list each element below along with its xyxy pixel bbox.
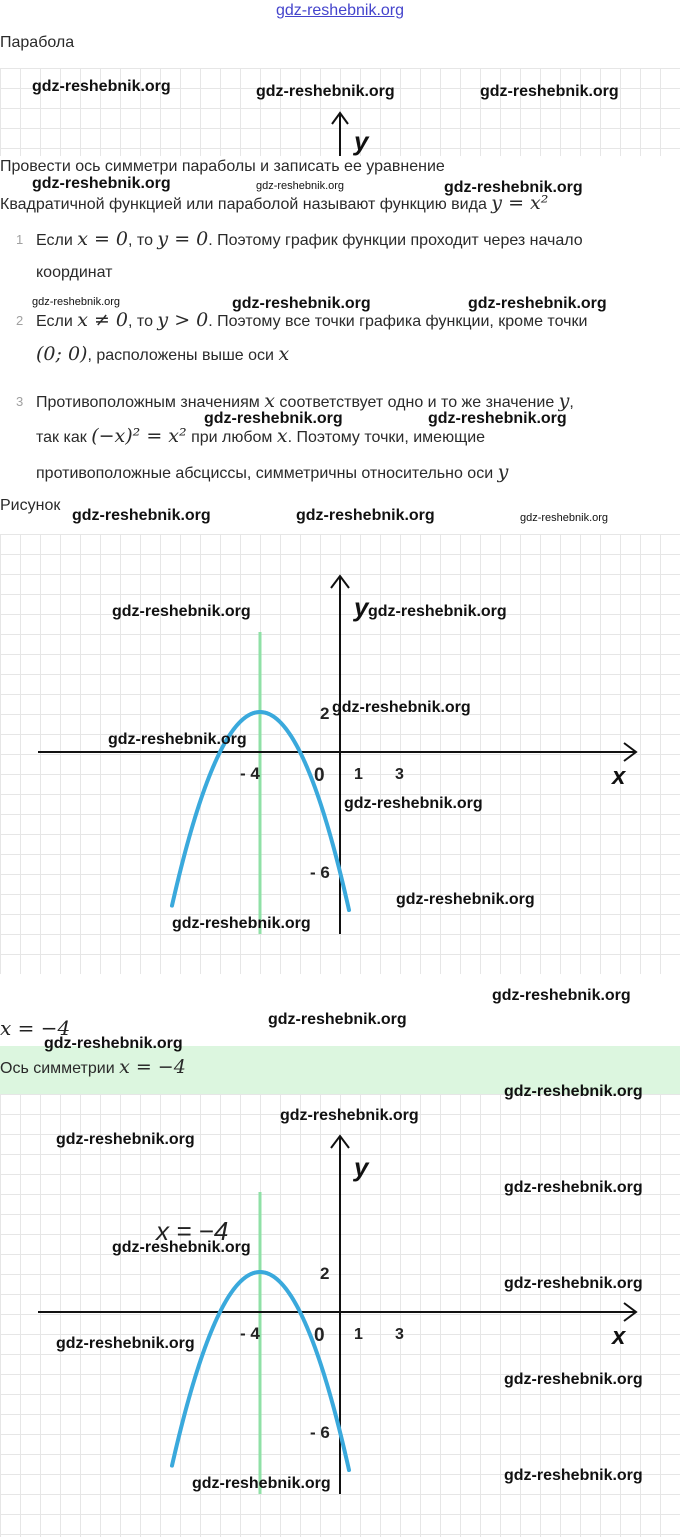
watermark: gdz-reshebnik.org xyxy=(112,1239,251,1256)
watermark: gdz-reshebnik.org xyxy=(232,295,371,312)
list-item-2-line2: (0; 0), расположены выше оси x xyxy=(36,343,290,365)
list-item-1-line2: координат xyxy=(36,264,113,281)
task-text: Провести ось симметри параболы и записать ее уравнение xyxy=(0,158,445,175)
watermark: gdz-reshebnik.org xyxy=(504,1275,643,1292)
watermark: gdz-reshebnik.org xyxy=(444,179,583,196)
top-site-link[interactable]: gdz-reshebnik.org xyxy=(275,2,405,19)
watermark: gdz-reshebnik.org xyxy=(504,1371,643,1388)
tick-label-minus-4: - 4 xyxy=(240,764,260,783)
tick-label-1: 1 xyxy=(354,766,363,783)
list-item-3-line3: противоположные абсциссы, симметричны относительно оси y xyxy=(36,461,509,483)
watermark: gdz-reshebnik.org xyxy=(520,512,609,524)
page-title: Парабола xyxy=(0,34,75,51)
watermark: gdz-reshebnik.org xyxy=(32,296,121,308)
figure-label: Рисунок xyxy=(0,497,61,514)
watermark: gdz-reshebnik.org xyxy=(504,1083,643,1100)
list-item-3-line1: Противоположным значениям x соответствует одно и то же значение y, xyxy=(36,390,574,412)
list-number-3: 3 xyxy=(16,394,24,409)
tick-label-minus-6: - 6 xyxy=(310,863,330,882)
tick-label-3: 3 xyxy=(395,766,404,783)
watermark: gdz-reshebnik.org xyxy=(192,1475,331,1492)
tick-label-minus-6: - 6 xyxy=(310,1423,330,1442)
tick-label-2: 2 xyxy=(320,1264,330,1283)
watermark: gdz-reshebnik.org xyxy=(112,603,251,620)
tick-label-origin: 0 xyxy=(314,765,325,786)
tick-label-2: 2 xyxy=(320,704,330,723)
watermark: gdz-reshebnik.org xyxy=(368,603,507,620)
top-y-axis-label: y xyxy=(354,126,369,156)
watermark: gdz-reshebnik.org xyxy=(172,915,311,932)
watermark: gdz-reshebnik.org xyxy=(108,731,247,748)
watermark: gdz-reshebnik.org xyxy=(280,1107,419,1124)
tick-label-origin: 0 xyxy=(314,1325,325,1346)
list-number-2: 2 xyxy=(16,313,24,328)
tick-label-3: 3 xyxy=(395,1326,404,1343)
watermark: gdz-reshebnik.org xyxy=(480,83,619,100)
definition-formula: y = x² xyxy=(491,192,549,214)
watermark: gdz-reshebnik.org xyxy=(468,295,607,312)
watermark: gdz-reshebnik.org xyxy=(44,1035,183,1052)
watermark: gdz-reshebnik.org xyxy=(256,83,395,100)
watermark: gdz-reshebnik.org xyxy=(332,699,471,716)
list-item-2-line1: Если x ≠ 0, то y > 0. Поэтому все точки графика функции, кроме точки xyxy=(36,309,588,331)
x-axis-label: x xyxy=(612,1323,626,1350)
tick-label-minus-4: - 4 xyxy=(240,1324,260,1343)
watermark: gdz-reshebnik.org xyxy=(256,180,345,192)
definition-text: Квадратичной функцией или параболой называют функцию вида xyxy=(0,196,487,213)
watermark: gdz-reshebnik.org xyxy=(504,1467,643,1484)
watermark: gdz-reshebnik.org xyxy=(504,1179,643,1196)
watermark: gdz-reshebnik.org xyxy=(428,410,567,427)
x-axis-label: x xyxy=(612,763,626,790)
banner-formula: x = −4 xyxy=(119,1056,186,1078)
watermark: gdz-reshebnik.org xyxy=(56,1131,195,1148)
graph-1 xyxy=(0,534,680,974)
y-axis-label: y xyxy=(354,592,369,622)
graph-1-svg xyxy=(0,534,680,974)
y-axis-label: y xyxy=(354,1152,369,1182)
watermark: gdz-reshebnik.org xyxy=(56,1335,195,1352)
watermark: gdz-reshebnik.org xyxy=(268,1011,407,1028)
watermark: gdz-reshebnik.org xyxy=(32,78,171,95)
watermark: gdz-reshebnik.org xyxy=(492,987,631,1004)
watermark: gdz-reshebnik.org xyxy=(344,795,483,812)
symmetry-axis-label: x = −4 xyxy=(156,1216,229,1246)
list-item-1-line1: Если x = 0, то y = 0. Поэтому график функции проходит через начало xyxy=(36,228,583,250)
banner-text: Ось симметрии xyxy=(0,1060,115,1077)
watermark: gdz-reshebnik.org xyxy=(204,410,343,427)
tick-label-1: 1 xyxy=(354,1326,363,1343)
list-item-3-line2: так как (−x)² = x² при любом x. Поэтому точки, имеющие xyxy=(36,425,486,447)
answer-equation: x = −4 xyxy=(0,1016,71,1040)
watermark: gdz-reshebnik.org xyxy=(396,891,535,908)
watermark: gdz-reshebnik.org xyxy=(72,507,211,524)
list-number-1: 1 xyxy=(16,232,24,247)
watermark: gdz-reshebnik.org xyxy=(32,175,171,192)
watermark: gdz-reshebnik.org xyxy=(296,507,435,524)
